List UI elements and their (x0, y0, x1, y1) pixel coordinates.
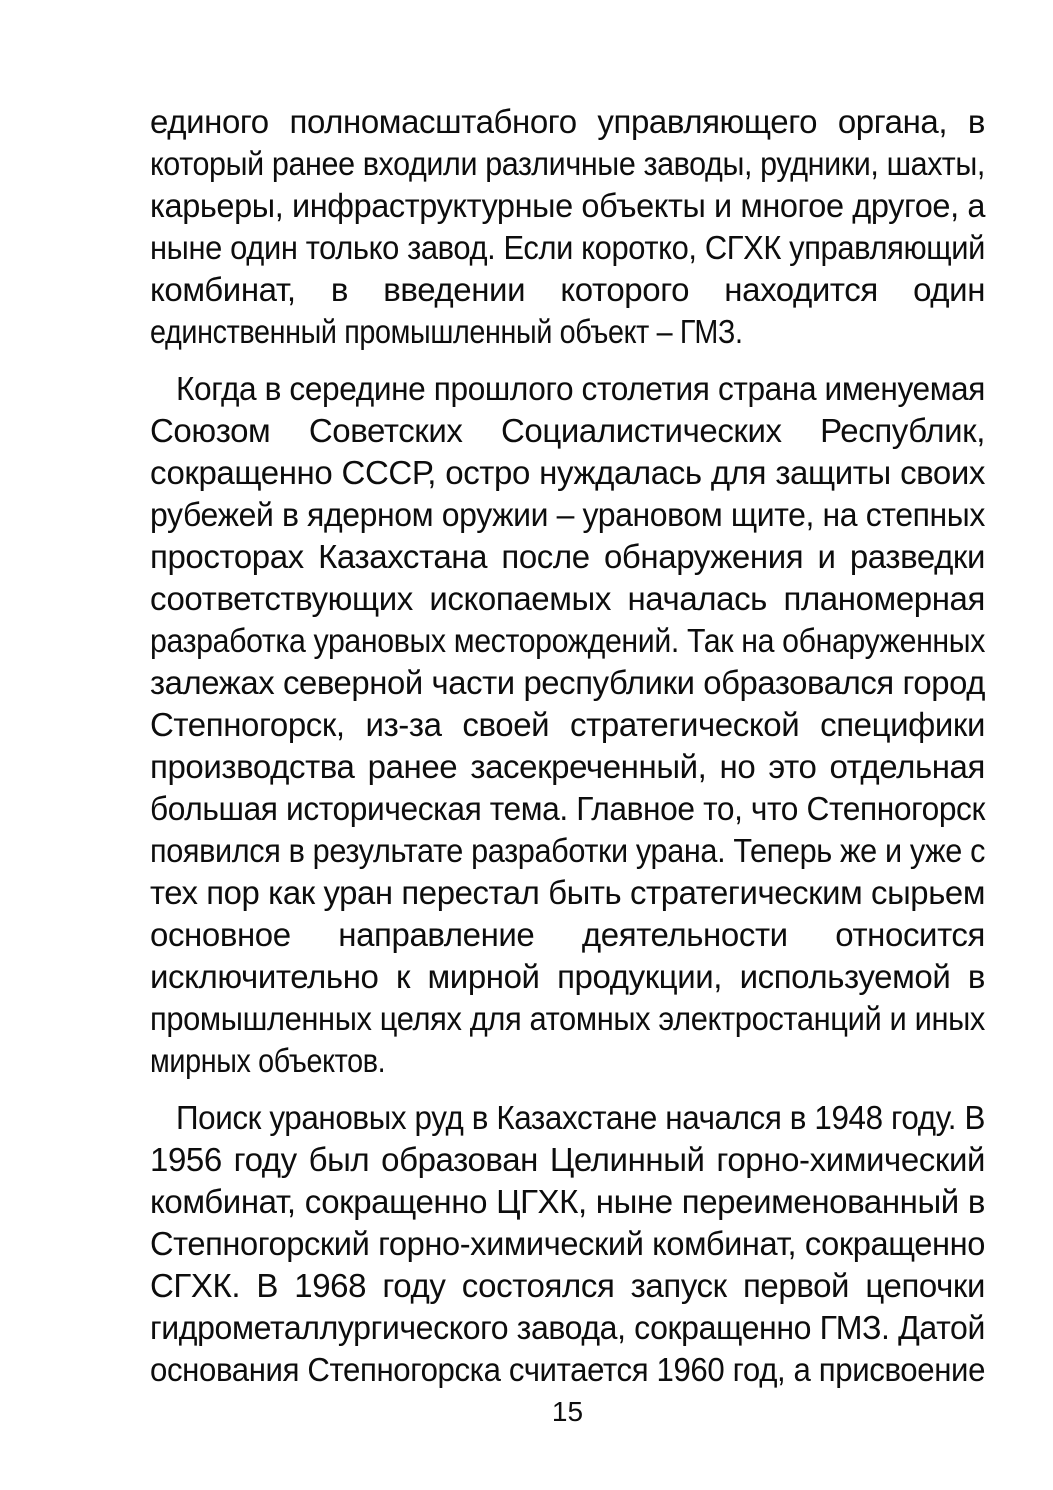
text-line-content: СГХК. В 1968 году состоялся запуск первой цепочки (150, 1267, 986, 1304)
text-line (150, 1349, 985, 1391)
text-line (150, 269, 985, 311)
text-line-content: карьеры, инфраструктурные объекты и многое другое, а (150, 187, 986, 224)
paragraph (150, 368, 985, 1082)
text-line (150, 1139, 985, 1181)
text-line-content: залежах северной части республики образовался город (150, 664, 985, 701)
text-line (150, 1181, 985, 1223)
text-line (150, 872, 985, 914)
text-line (150, 536, 985, 578)
text-line-content: основное направление деятельности относится (150, 916, 986, 953)
text-line-content: соответствующих ископаемых началась планомерная (150, 580, 985, 617)
text-line-content: единственный промышленный объект – ГМЗ. (150, 313, 743, 350)
text-line (150, 1040, 985, 1082)
text-line-content: 1956 году был образован Целинный горно-химический (150, 1141, 986, 1178)
text-line (150, 410, 985, 452)
text-line (150, 101, 985, 143)
text-line (150, 1223, 985, 1265)
paragraph (150, 1097, 985, 1391)
text-line-content: тех пор как уран перестал быть стратегическим сырьем (150, 874, 986, 911)
text-line (150, 368, 985, 410)
paragraph (150, 101, 985, 353)
text-line (150, 998, 985, 1040)
text-line-content: комбинат, сокращенно ЦГХК, ныне переименованный в (150, 1183, 986, 1220)
text-line-content: ныне один только завод. Если коротко, СГХК управляющий (150, 229, 986, 266)
text-line-content: просторах Казахстана после обнаружения и разведки (150, 538, 985, 575)
text-line-content: промышленных целях для атомных электростанций и иных (150, 1000, 985, 1037)
text-line-content: большая историческая тема. Главное то, что Степногорск (150, 790, 986, 827)
text-line-content: Когда в середине прошлого столетия страна именуемая (176, 370, 986, 407)
text-line-content: Поиск урановых руд в Казахстане начался в 1948 году. В (176, 1099, 986, 1136)
text-line (150, 830, 985, 872)
page-number: 15 (551, 1396, 584, 1427)
text-line (150, 1097, 985, 1139)
text-line (150, 452, 985, 494)
text-line (150, 578, 985, 620)
text-line (150, 662, 985, 704)
text-line (150, 1307, 985, 1349)
text-line-content: который ранее входили различные заводы, рудники, шахты, (150, 145, 985, 182)
text-line-content: Степногорск, из-за своей стратегической специфики (150, 706, 986, 743)
text-line-content: Союзом Советских Социалистических Республик, (150, 412, 985, 449)
text-line-content: появился в результате разработки урана. Теперь же и уже с (150, 832, 986, 869)
text-line (150, 143, 985, 185)
text-line-content: сокращенно СССР, остро нуждалась для защиты своих (150, 454, 986, 491)
text-line (150, 788, 985, 830)
text-line (150, 494, 985, 536)
text-line-content: комбинат, в введении которого находится один (150, 271, 986, 308)
text-line (150, 1265, 985, 1307)
text-line-content: Степногорский горно-химический комбинат, сокращенно (150, 1225, 986, 1262)
text-line (150, 914, 985, 956)
text-line (150, 227, 985, 269)
text-line (150, 311, 985, 353)
text-line-content: разработка урановых месторождений. Так на обнаруженных (150, 622, 985, 659)
text-line (150, 704, 985, 746)
text-column (150, 101, 985, 1406)
text-line-content: мирных объектов. (150, 1042, 386, 1079)
text-line-content: исключительно к мирной продукции, используемой в (150, 958, 985, 995)
text-line (150, 746, 985, 788)
text-line (150, 956, 985, 998)
text-line (150, 620, 985, 662)
text-line (150, 185, 985, 227)
text-line-content: единого полномасштабного управляющего органа, в (150, 103, 985, 140)
text-line-content: рубежей в ядерном оружии – урановом щите, на степных (150, 496, 985, 533)
text-line-content: гидрометаллургического завода, сокращенно ГМЗ. Датой (150, 1309, 985, 1346)
text-line-content: основания Степногорска считается 1960 год, а присвоение (150, 1351, 986, 1388)
text-line-content: производства ранее засекреченный, но это отдельная (150, 748, 985, 785)
